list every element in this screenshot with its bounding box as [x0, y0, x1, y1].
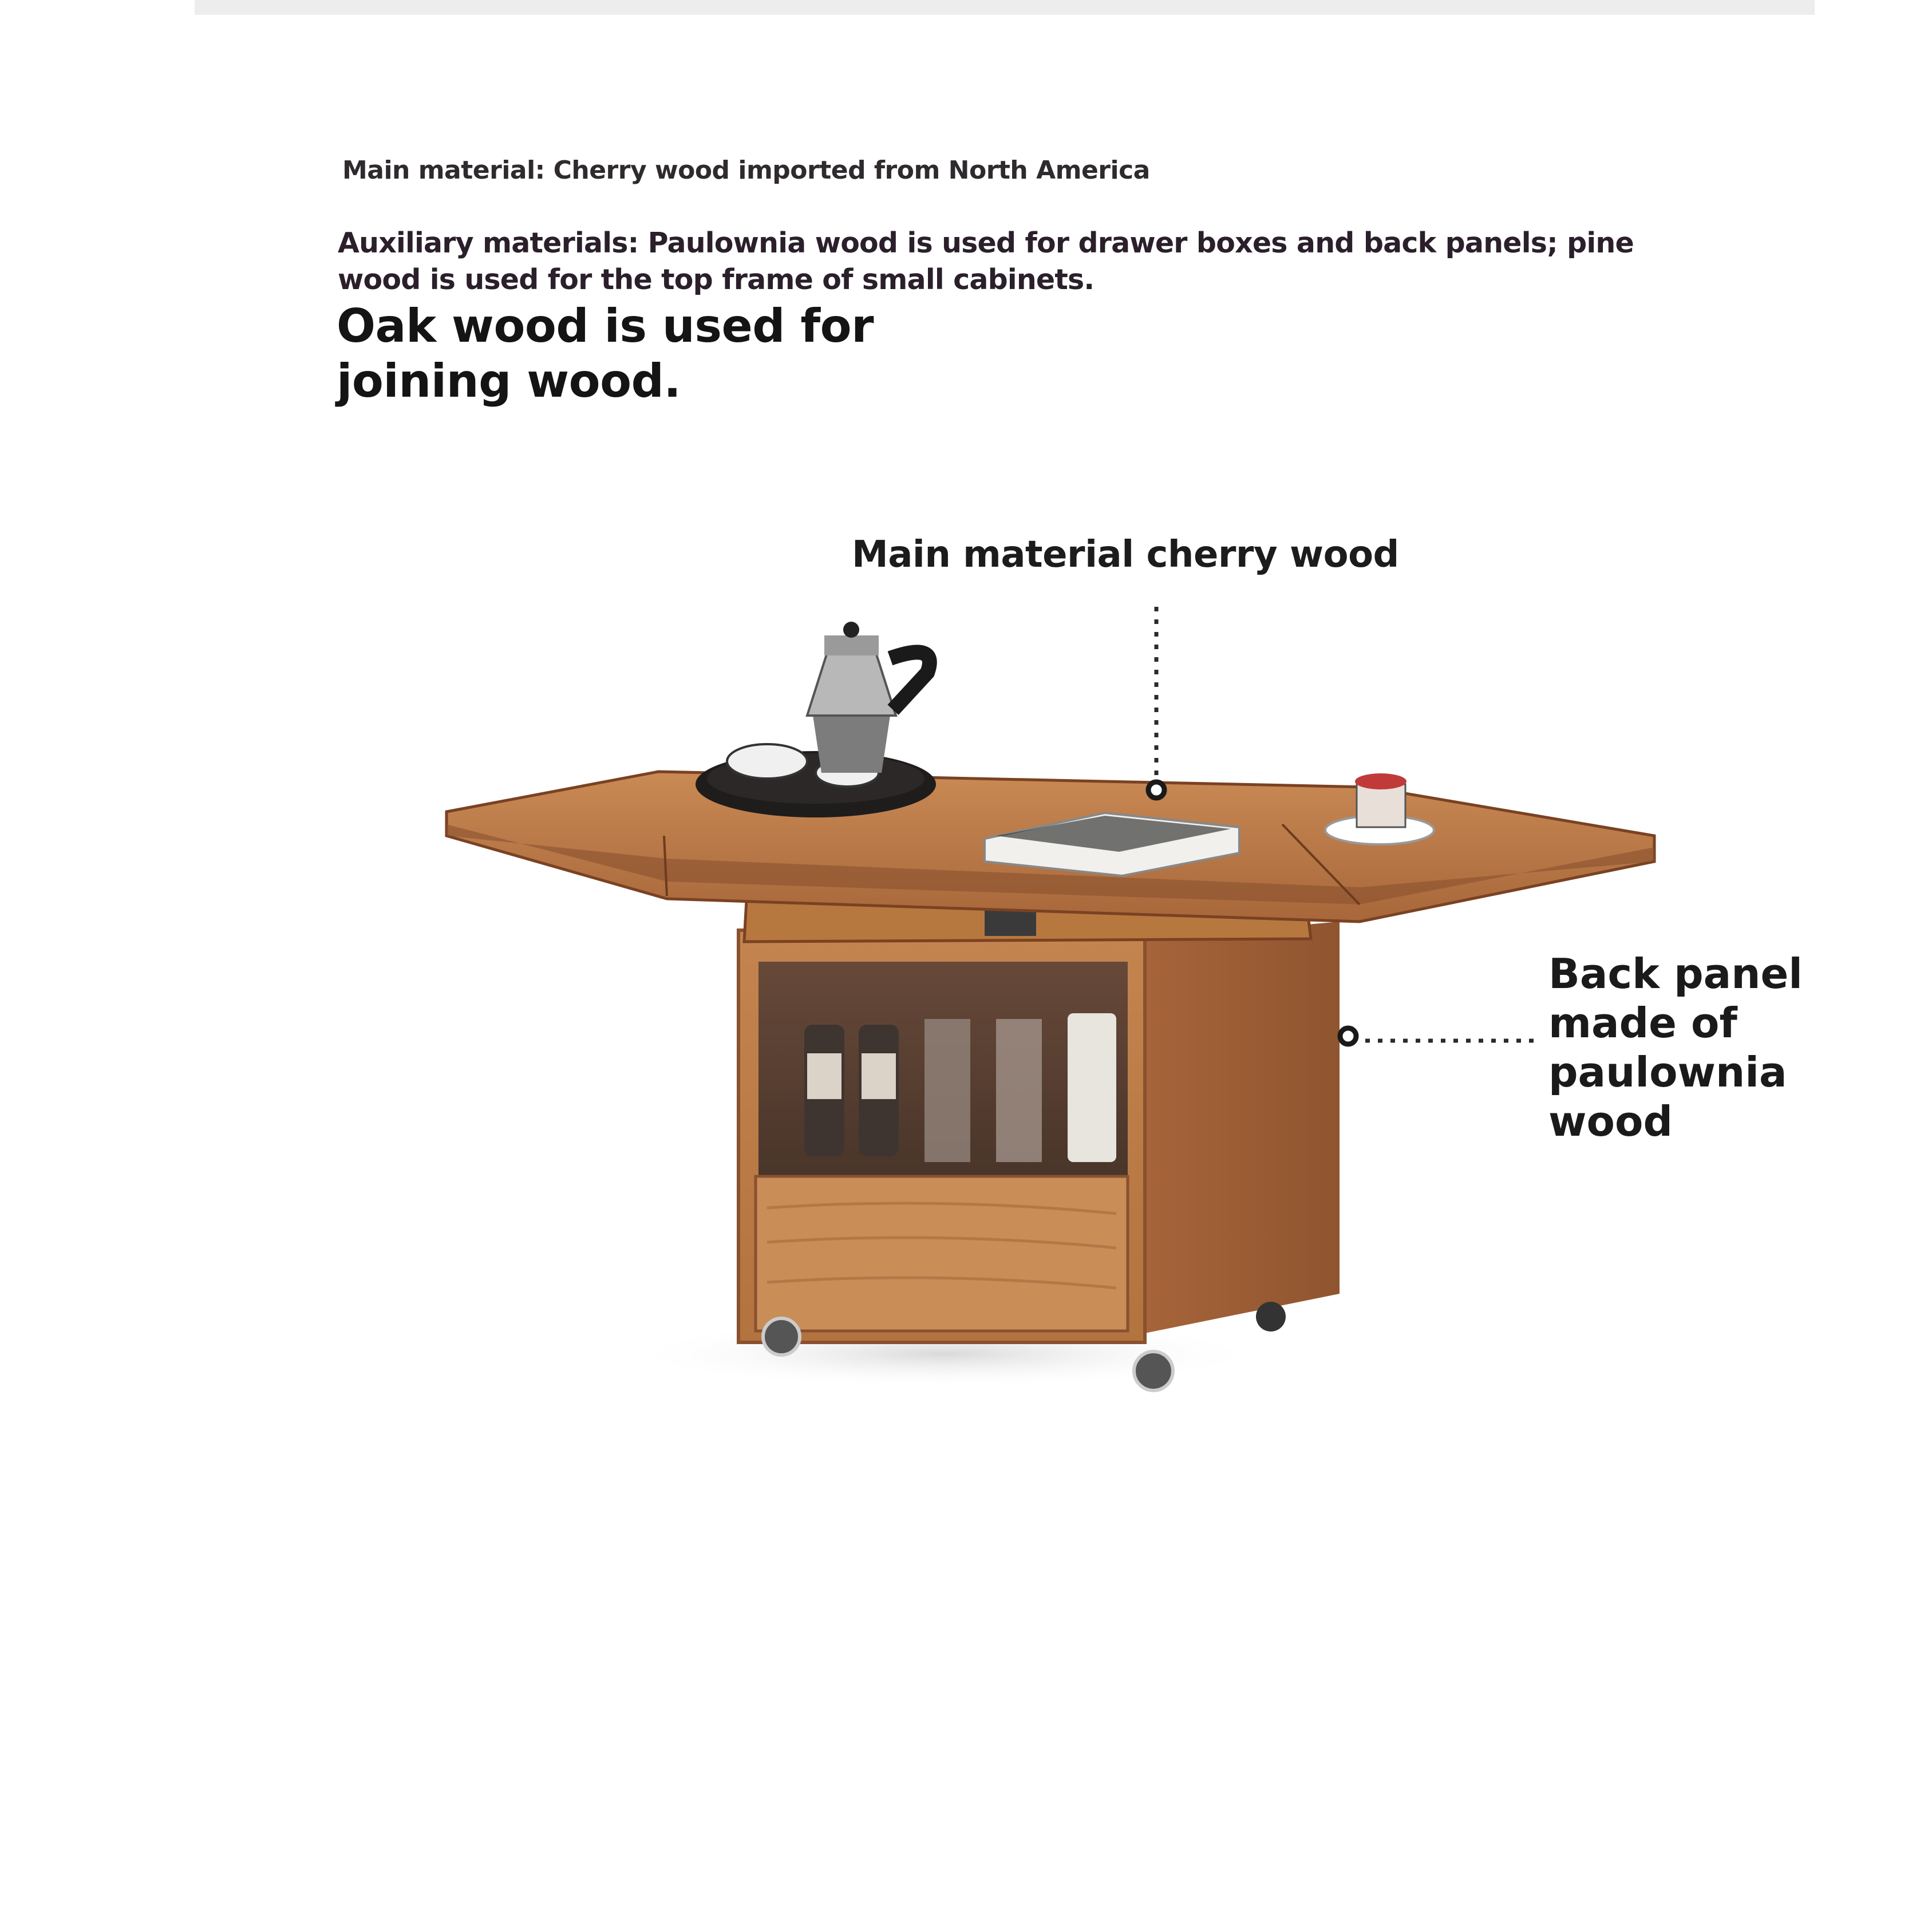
caster-wheel [1134, 1352, 1173, 1390]
callout-dot-top [1148, 782, 1164, 798]
moka-pot-base [813, 716, 890, 773]
cake-top [1355, 773, 1406, 789]
glass-reflection [758, 962, 1128, 1179]
oak-joining-text: Oak wood is used for joining wood. [337, 299, 874, 408]
moka-pot-top [807, 653, 896, 716]
callout-label-back: Back panel made of paulownia wood [1548, 950, 1803, 1145]
moka-pot-handle [890, 652, 930, 710]
coffee-cup [727, 744, 807, 779]
moka-pot-lid [824, 635, 879, 655]
moka-pot-knob [843, 622, 859, 638]
caster-wheel [763, 1318, 800, 1355]
caster-wheel [1256, 1302, 1286, 1332]
cabinet-drawer [756, 1176, 1128, 1331]
auxiliary-materials-text: Auxiliary materials: Paulownia wood is used for drawer boxes and back panels; pine wood is used for the top frame of small cabinets. [338, 227, 1634, 296]
callout-label-top: Main material cherry wood [852, 534, 1399, 576]
main-material-text: Main material: Cherry wood imported from North America [342, 156, 1150, 185]
cake [1357, 784, 1405, 827]
callout-dot-back [1340, 1028, 1356, 1044]
cabinet-side-panel [1142, 922, 1340, 1334]
